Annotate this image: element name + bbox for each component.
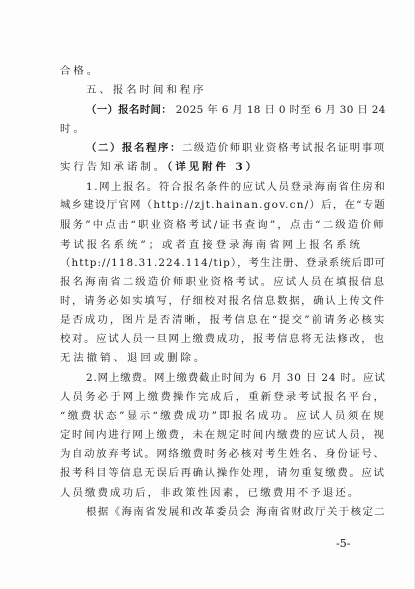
text-line [60, 447, 386, 461]
text-run: 1.网上报名。符合报名条件的应试人员登录海南省住房和 [86, 181, 387, 193]
text-run: 2025 年 6 月 18 日 0 时至 6 月 30 日 24 [172, 104, 386, 116]
text-run: 二级造价师职业资格考试报名证明事项 [181, 142, 386, 154]
text-line [60, 409, 386, 423]
text-line [60, 160, 259, 174]
bold-text: （二） [86, 142, 122, 154]
text-line [60, 351, 207, 365]
text-run: 报考科目等信息无误后再确认操作处理，请勿重复缴费。应试 [60, 467, 386, 479]
bold-text: （一） [86, 104, 119, 116]
text-line [60, 218, 386, 232]
text-run: 报名海南省二级造价师职业资格考试。应试人员在填报信息 [60, 276, 387, 288]
text-line [60, 486, 360, 500]
text-run: 是否成功，图片是否清晰，报考信息在“提交”前请务必核实 [60, 314, 387, 326]
text-run: 五、报名时间和程序 [86, 84, 207, 96]
text-run: 根据《海南省发展和改革委员会 海南省财政厅关于核定二 [86, 506, 387, 518]
text-run: 实行告知承诺制。 [60, 161, 168, 173]
text-run: 人员缴费成功后，非政策性因素，已缴费用不予退还。 [60, 487, 361, 499]
text-line [60, 313, 386, 327]
text-line [60, 294, 386, 308]
text-run: 服务”中点击“职业资格考试/证书查询”，点击“二级造价师 [60, 219, 386, 231]
text-line [86, 505, 386, 519]
page-number: -5- [336, 537, 351, 550]
bold-text: 报名时间： [118, 104, 173, 116]
text-line [60, 466, 386, 480]
text-line [60, 390, 386, 404]
text-run: 无法撤销、退回或删除。 [60, 352, 208, 364]
text-run: （http://118.31.224.114/tip），考生注册、登录系统后即可 [60, 257, 387, 269]
text-line [86, 83, 207, 97]
text-line [86, 103, 386, 117]
text-line [60, 238, 363, 252]
text-run: 时，请务必如实填写，仔细校对报名信息数据，确认上传文件 [60, 295, 386, 307]
text-run: 为自动放弃考试。网络缴费时务必核对考生姓名、身份证号、 [60, 448, 386, 460]
text-line [60, 428, 386, 442]
text-run: 2.网上缴费。网上缴费截止时间为 6 月 30 日 24 时。应试 [86, 372, 386, 384]
text-run: 校对。应试人员一旦网上缴费成功，报考信息将无法修改，也 [60, 333, 386, 345]
text-line [60, 64, 100, 78]
text-run: “缴费状态”显示“缴费成功”即报名成功。应试人员须在规 [60, 410, 387, 422]
text-run: 时。 [60, 123, 87, 135]
text-run: 考试报名系统”；或者直接登录海南省网上报名系统 [60, 239, 363, 251]
text-line [86, 180, 386, 194]
text-line [60, 275, 386, 289]
text-line [60, 332, 386, 346]
text-run: 定时间内进行网上缴费，未在规定时间内缴费的应试人员，视 [60, 429, 386, 441]
text-line [86, 141, 386, 155]
text-line [86, 371, 386, 385]
text-line [60, 256, 386, 270]
bold-text: 报名程序： [121, 142, 182, 154]
bold-text: （详见附件 3） [167, 161, 260, 173]
text-line [60, 122, 87, 136]
text-run: 合格。 [60, 65, 101, 77]
text-line [60, 198, 386, 212]
text-run: 人员务必于网上缴费操作完成后，重新登录考试报名平台， [60, 391, 387, 403]
text-run: 城乡建设厅官网（http://zjt.hainan.gov.cn/）后，在“专题 [60, 199, 387, 211]
